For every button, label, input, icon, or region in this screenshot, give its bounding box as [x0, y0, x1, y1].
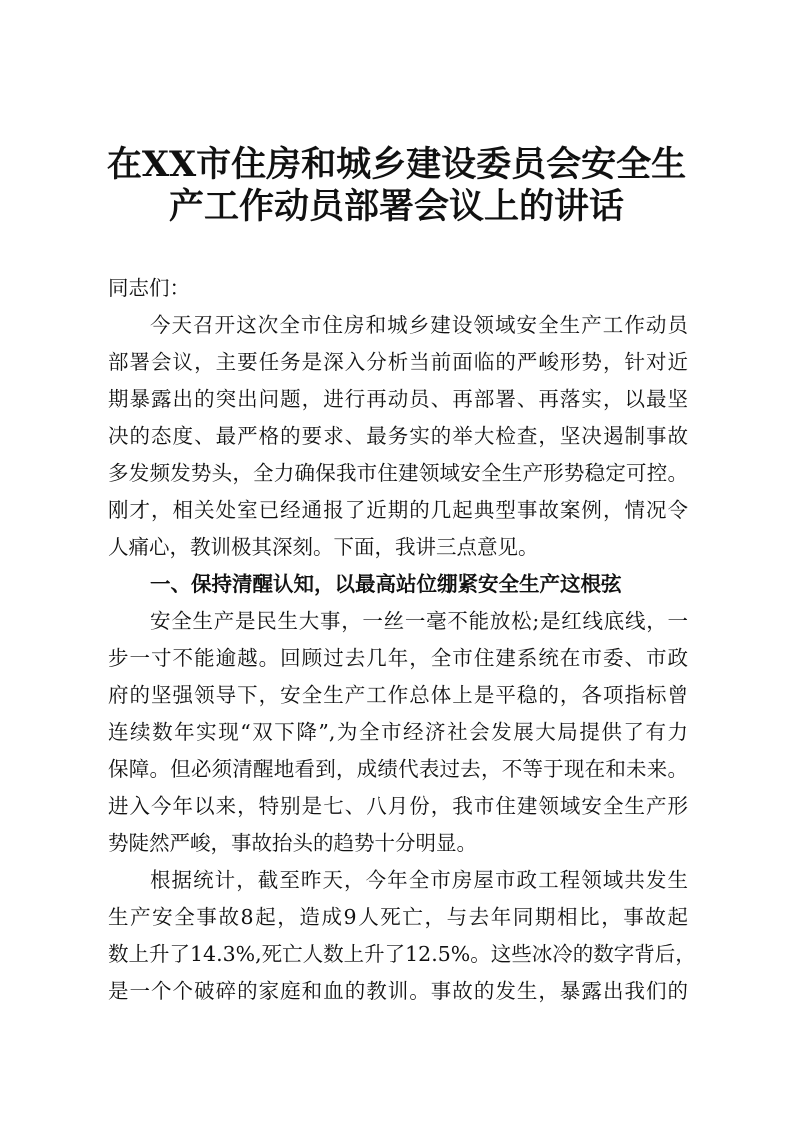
paragraph-1-line-7: 人痛心，教训极其深刻。下面，我讲三点意见。 — [108, 535, 539, 559]
section-heading-1: 一、保持清醒认知，以最高站位绷紧安全生产这根弦 — [150, 572, 622, 596]
paragraph-3-line-1: 根据统计，截至昨天，今年全市房屋市政工程领域共发生 — [150, 868, 688, 892]
paragraph-2-line-3: 府的坚强领导下，安全生产工作总体上是平稳的，各项指标曾 — [108, 683, 688, 707]
paragraph-2-line-7: 势陡然严峻，事故抬头的趋势十分明显。 — [108, 831, 477, 855]
salutation: 同志们： — [108, 276, 190, 300]
document-title-line-1: 在XX市住房和城乡建设委员会安全生 — [106, 144, 687, 185]
paragraph-2-line-2: 步一寸不能逾越。回顾过去几年，全市住建系统在市委、市政 — [108, 646, 688, 670]
paragraph-1-line-6: 刚才，相关处室已经通报了近期的几起典型事故案例，情况令 — [108, 498, 688, 522]
paragraph-1-line-4: 决的态度、最严格的要求、最务实的举大检查，坚决遏制事故 — [108, 424, 688, 448]
paragraph-3-line-2: 生产安全事故8起，造成9人死亡，与去年同期相比，事故起 — [108, 905, 688, 929]
document-title-line-2: 产工作动员部署会议上的讲话 — [168, 186, 624, 227]
paragraph-3-line-3: 数上升了14.3%,死亡人数上升了12.5%。这些冰冷的数字背后， — [108, 942, 696, 966]
paragraph-2-line-4: 连续数年实现“双下降”,为全市经济社会发展大局提供了有力 — [108, 720, 688, 744]
paragraph-1-line-1: 今天召开这次全市住房和城乡建设领域安全生产工作动员 — [150, 313, 688, 337]
paragraph-1-line-3: 期暴露出的突出问题，进行再动员、再部署、再落实，以最坚 — [108, 387, 688, 411]
paragraph-2-line-6: 进入今年以来，特别是七、八月份，我市住建领域安全生产形 — [108, 794, 688, 818]
paragraph-2-line-5: 保障。但必须清醒地看到，成绩代表过去，不等于现在和未来。 — [108, 757, 688, 781]
paragraph-3-line-4: 是一个个破碎的家庭和血的教训。事故的发生，暴露出我们的 — [108, 979, 688, 1003]
paragraph-2-line-1: 安全生产是民生大事，一丝一毫不能放松;是红线底线，一 — [150, 609, 688, 633]
paragraph-1-line-5: 多发频发势头，全力确保我市住建领域安全生产形势稳定可控。 — [108, 461, 688, 485]
paragraph-1-line-2: 部署会议，主要任务是深入分析当前面临的严峻形势，针对近 — [108, 350, 688, 374]
